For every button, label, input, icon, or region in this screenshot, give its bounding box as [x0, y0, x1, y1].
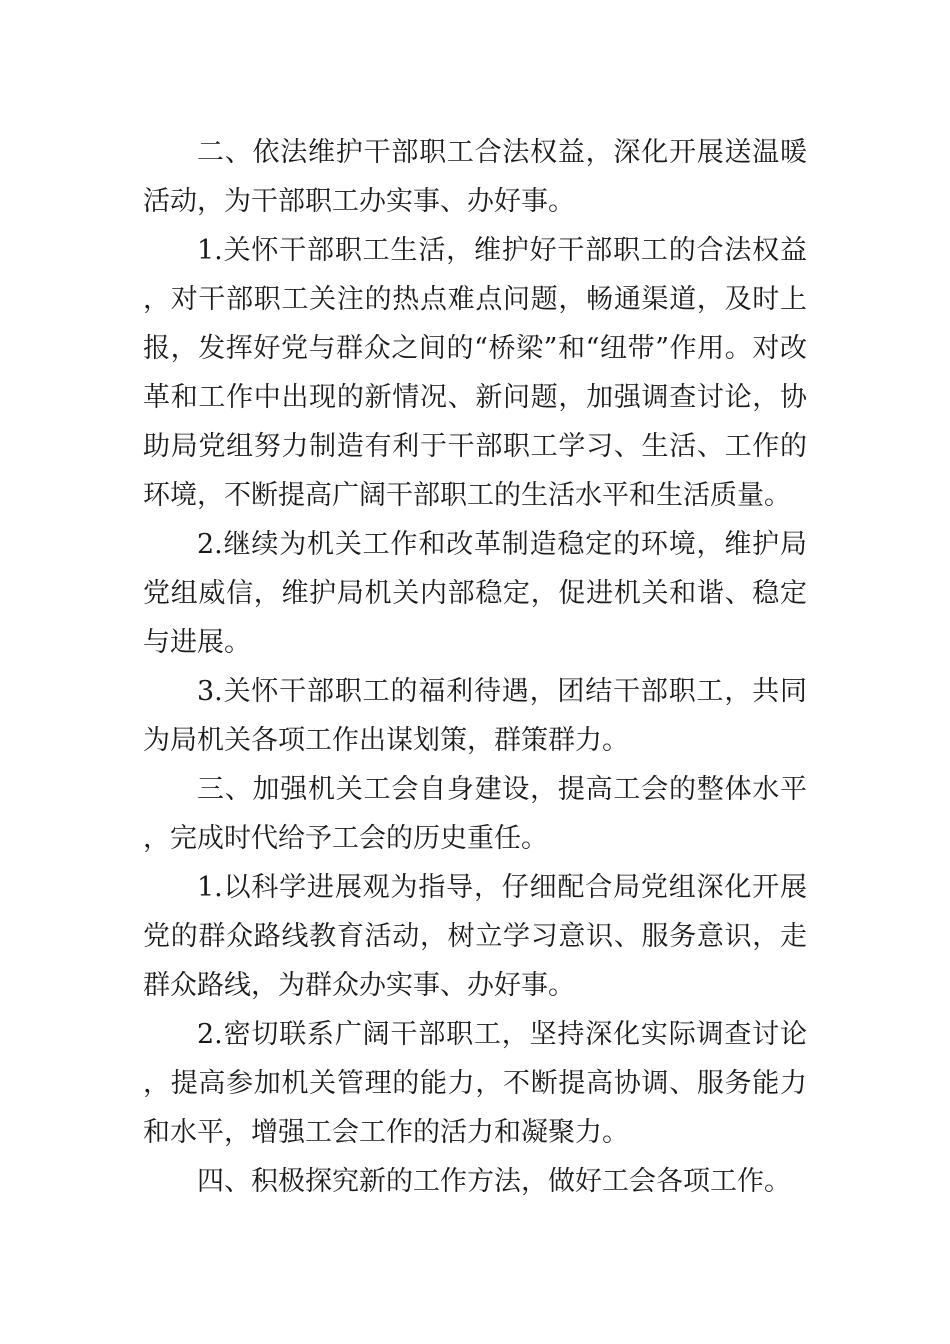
- paragraph-item-3-1: 1.以科学进展观为指导，仔细配合局党组深化开展党的群众路线教育活动，树立学习意识、服务意识，走群众路线，为群众办实事、办好事。: [143, 872, 807, 1001]
- paragraph-item-2-3: 3.关怀干部职工的福利待遇，团结干部职工，共同为局机关各项工作出谋划策，群策群力。: [143, 676, 807, 756]
- paragraph-item-2-2: 2.继续为机关工作和改革制造稳定的环境，维护局党组威信，维护局机关内部稳定，促进机关和谐、稳定与进展。: [143, 529, 807, 658]
- paragraph-section-3-heading: 三、加强机关工会自身建设，提高工会的整体水平，完成时代给予工会的历史重任。: [143, 774, 807, 854]
- paragraph-section-4-heading: 四、积极探究新的工作方法，做好工会各项工作。: [197, 1166, 791, 1197]
- document-body: [143, 128, 807, 1206]
- paragraph-item-2-1: 1.关怀干部职工生活，维护好干部职工的合法权益，对干部职工关注的热点难点问题，畅通渠道，及时上报，发挥好党与群众之间的“桥梁”和“纽带”作用。对改革和工作中出现的新情况、新问题，加强调查讨论，协助局党组努力制造有利于干部职工学习、生活、工作的环境，不断提高广阔干部职工的生活水平和生活质量。: [143, 235, 807, 511]
- paragraph-item-3-2: 2.密切联系广阔干部职工，坚持深化实际调查讨论，提高参加机关管理的能力，不断提高协调、服务能力和水平，增强工会工作的活力和凝聚力。: [143, 1019, 807, 1148]
- paragraph-section-2-heading: 二、依法维护干部职工合法权益，深化开展送温暖活动，为干部职工办实事、办好事。: [143, 137, 807, 217]
